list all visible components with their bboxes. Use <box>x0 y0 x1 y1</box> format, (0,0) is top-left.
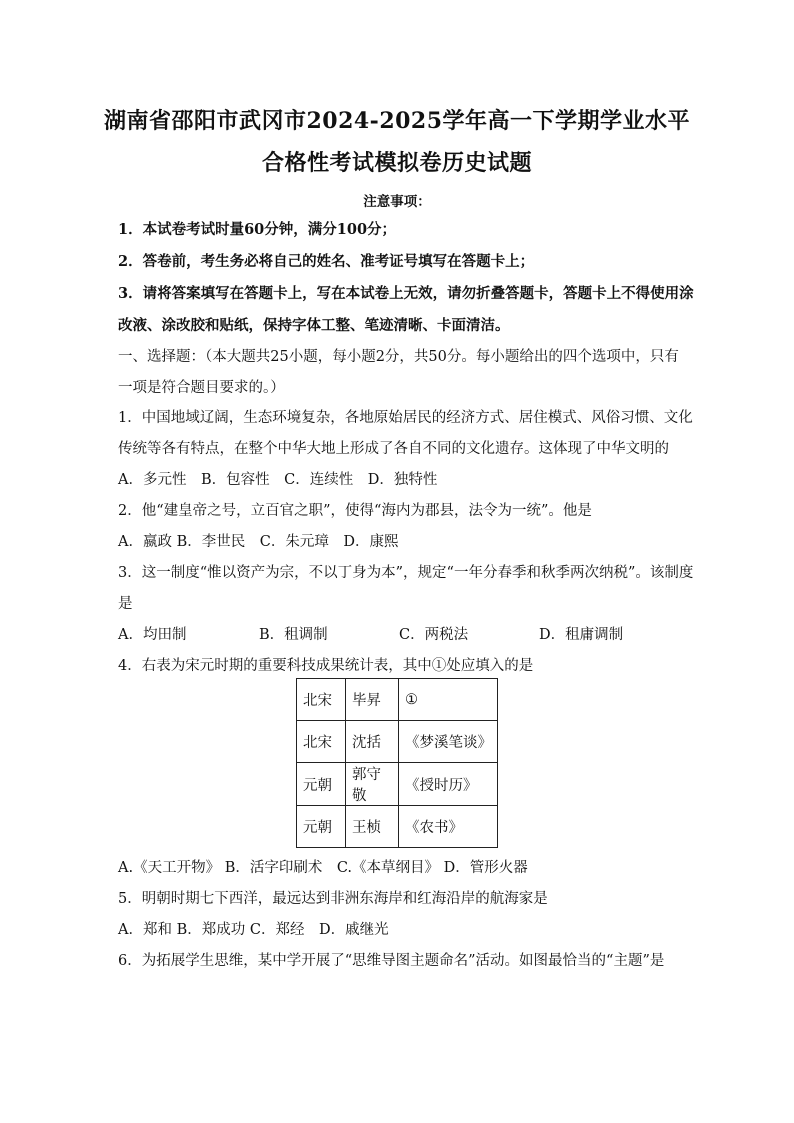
q3-option-a: A．均田制 <box>118 627 187 643</box>
notice-1: 1．本试卷考试时量60分钟，满分100分； <box>118 221 397 238</box>
q2-stem: 2．他“建皇帝之号，立百官之职”，使得“海内为郡县，法令为一统”。他是 <box>118 503 592 519</box>
table-cell: 《农书》 <box>399 806 498 848</box>
table-cell: 元朝 <box>297 763 346 806</box>
table-cell: 《授时历》 <box>399 763 498 806</box>
title-line-2: 合格性考试模拟卷历史试题 <box>261 150 532 176</box>
q2-options: A．嬴政 B．李世民 C．朱元璋 D．康熙 <box>118 534 399 550</box>
section-intro-2: 一项是符合题目要求的。） <box>118 380 285 396</box>
title-line-1: 湖南省邵阳市武冈市2024-2025学年高一下学期学业水平 <box>103 108 691 134</box>
section-intro-1: 一、选择题：（本大题共25小题，每小题2分，共50分。每小题给出的四个选项中，只有 <box>118 349 679 365</box>
table-cell: 北宋 <box>297 679 346 721</box>
q3-option-d: D．租庸调制 <box>539 627 624 643</box>
notice-3-cont: 改液、涂改胶和贴纸，保持字体工整、笔迹清晰、卡面清洁。 <box>118 317 510 334</box>
table-cell: 毕昇 <box>346 679 399 721</box>
q1-options: A．多元性 B．包容性 C．连续性 D．独特性 <box>118 472 438 488</box>
q3-stem-2: 是 <box>118 596 133 612</box>
table-cell: 北宋 <box>297 721 346 763</box>
q4-options: A.《天工开物》 B．活字印刷术 C.《本草纲目》 D．管形火器 <box>118 860 528 876</box>
q1-stem-2: 传统等各有特点，在整个中华大地上形成了各自不同的文化遗存。这体现了中华文明的 <box>118 441 669 457</box>
table-cell: 沈括 <box>346 721 399 763</box>
q5-stem: 5．明朝时期七下西洋，最远达到非洲东海岸和红海沿岸的航海家是 <box>118 891 548 907</box>
table-cell: 元朝 <box>297 806 346 848</box>
table-cell: 《梦溪笔谈》 <box>399 721 498 763</box>
notice-2: 2．答卷前，考生务必将自己的姓名、准考证号填写在答题卡上； <box>118 253 535 270</box>
notice-heading: 注意事项： <box>363 194 431 210</box>
table-row <box>297 806 498 848</box>
science-achievements-table <box>296 678 498 848</box>
table-row <box>297 679 498 721</box>
q3-option-b: B．租调制 <box>259 627 328 643</box>
q1-stem-1: 1．中国地域辽阔，生态环境复杂，各地原始居民的经济方式、居住模式、风俗习惯、文化 <box>118 410 693 426</box>
q3-option-c: C．两税法 <box>399 627 469 643</box>
table-row <box>297 721 498 763</box>
table-cell: 郭守敬 <box>346 763 399 806</box>
table-cell: 王桢 <box>346 806 399 848</box>
q3-stem-1: 3．这一制度“惟以资产为宗，不以丁身为本”，规定“一年分春季和秋季两次纳税”。该制度 <box>118 565 694 581</box>
q5-options: A．郑和 B．郑成功 C．郑经 D．戚继光 <box>118 922 389 938</box>
q4-stem: 4．右表为宋元时期的重要科技成果统计表，其中①处应填入的是 <box>118 658 534 674</box>
notice-3: 3．请将答案填写在答题卡上，写在本试卷上无效，请勿折叠答题卡，答题卡上不得使用涂 <box>118 285 694 302</box>
table-cell: ① <box>399 679 498 721</box>
q6-stem: 6．为拓展学生思维，某中学开展了“思维导图主题命名”活动。如图最恰当的“主题”是 <box>118 953 665 969</box>
table-row <box>297 763 498 806</box>
